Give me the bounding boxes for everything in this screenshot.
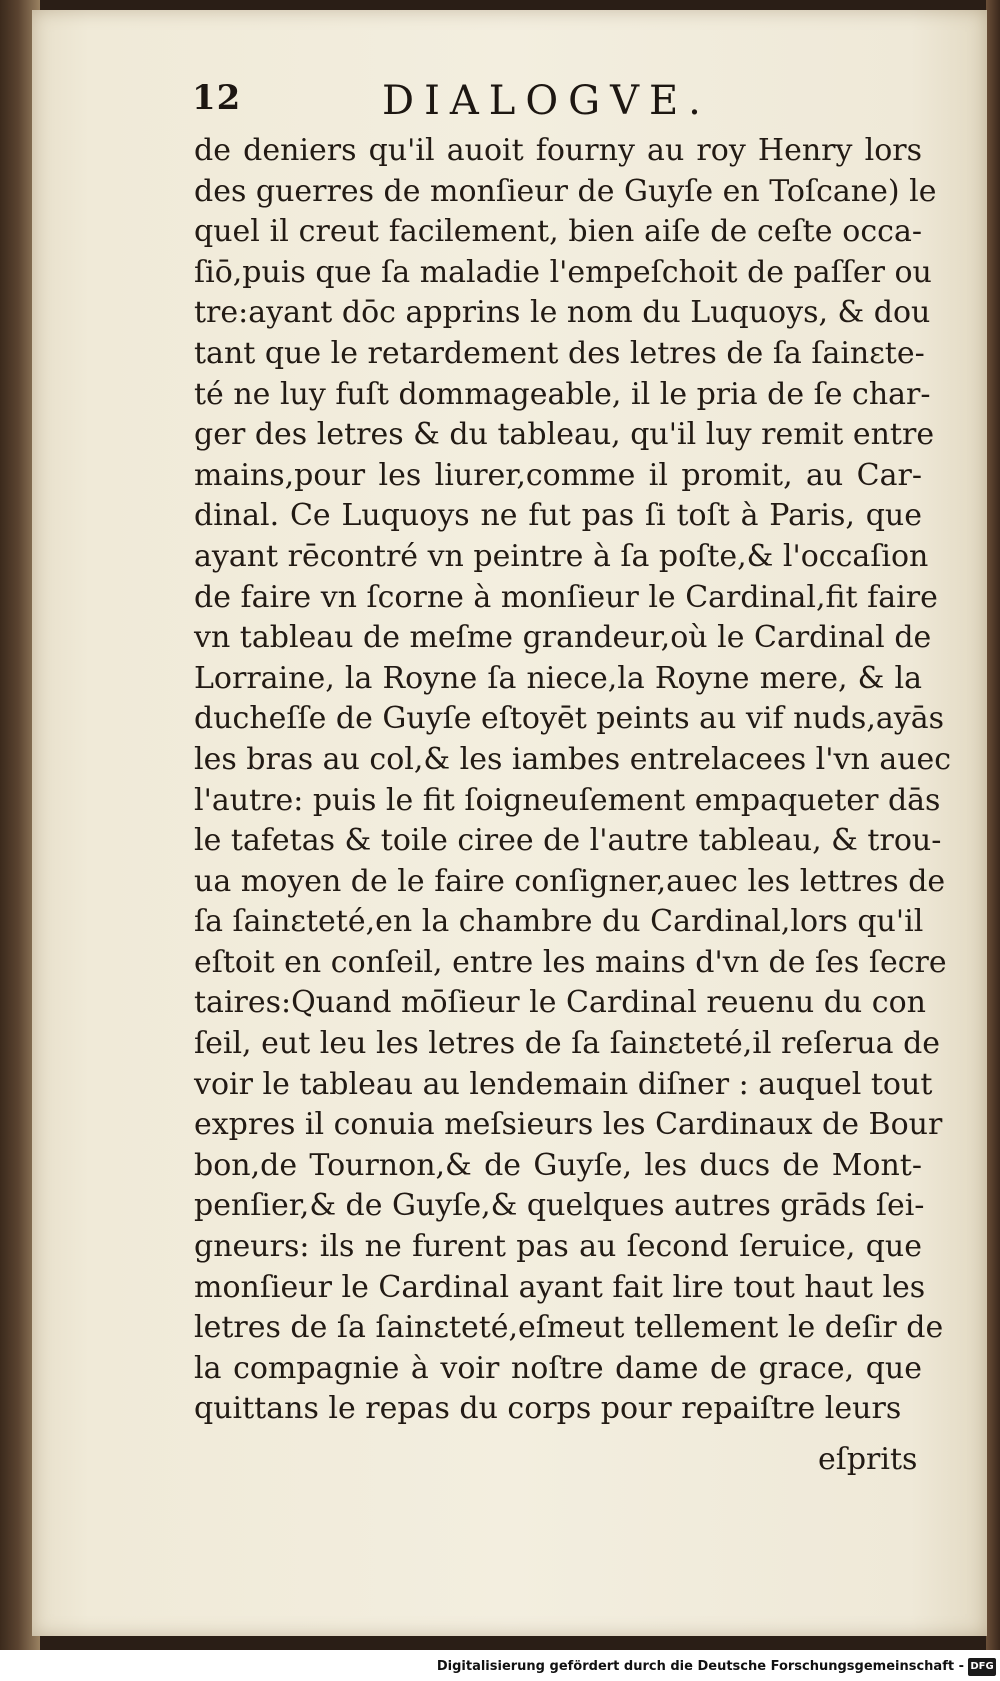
text-line: voir le tableau au lendemain diſner : auquel tout [194, 1066, 933, 1102]
text-line: l'autre: puis le fit ſoigneuſement empaqueter dās [194, 782, 941, 818]
funding-credit: Digitalisierung gefördert durch die Deutsche Forschungsgemeinschaft - [436, 1659, 964, 1674]
catchword: eſprits [818, 1442, 918, 1477]
text-line: tre:ayant dōc apprins le nom du Luquoys, & dou [194, 295, 931, 331]
text-line: ua moyen de le faire conſigner,auec les lettres de [194, 863, 946, 899]
text-line: dinal. Ce Luquoys ne fut pas ſi toſt à Paris, que [194, 498, 922, 534]
text-line: expres il conuia meſsieurs les Cardinaux de Bour [194, 1107, 943, 1143]
text-line: mains,pour les liurer,comme il promit, au Car- [194, 457, 922, 493]
text-line: penſier,& de Guyſe,& quelques autres grāds ſei- [194, 1188, 925, 1224]
text-line: Lorraine, la Royne ſa niece,la Royne mere, & la [194, 660, 922, 696]
page-number: 12 [192, 78, 242, 118]
text-line: ſa ſainɛteté,en la chambre du Cardinal,lors qu'il [194, 904, 924, 940]
text-line: ayant rēcontré vn peintre à ſa poſte,& l'occaſion [194, 538, 929, 574]
text-line: bon,de Tournon,& de Guyſe, les ducs de Mont- [194, 1147, 922, 1183]
running-head [192, 78, 912, 128]
text-line: de deniers qu'il auoit fourny au roy Henry lors [194, 133, 922, 168]
text-line: quel il creut facilement, bien aiſe de ceſte occa- [194, 214, 922, 250]
digitization-footer [0, 1657, 1000, 1681]
text-line: vn tableau de meſme grandeur,où le Cardinal de [194, 620, 932, 656]
text-line: ſiō,puis que ſa maladie l'empeſchoit de paſſer ou [194, 254, 932, 290]
text-line: des guerres de monſieur de Guyſe en Toſcane) le [194, 173, 937, 209]
running-title: DIALOGVE. [382, 78, 711, 124]
text-line: ſeil, eut leu les letres de ſa ſainɛteté,il reſerua de [194, 1026, 941, 1062]
text-line: ger des letres & du tableau, qu'il luy remit entre [194, 417, 935, 453]
text-line: le tafetas & toile ciree de l'autre tableau, & trou- [194, 823, 942, 859]
text-line: la compagnie à voir noſtre dame de grace, que [194, 1350, 922, 1386]
text-line: quittans le repas du corps pour repaiſtre leurs [194, 1391, 902, 1427]
dfg-logo-icon: DFG [968, 1658, 996, 1676]
text-line: eſtoit en conſeil, entre les mains d'vn de ſes ſecre [194, 944, 947, 980]
right-page-edge [986, 0, 1000, 1650]
text-line: tant que le retardement des letres de ſa ſainɛte- [194, 335, 925, 371]
text-line: gneurs: ils ne furent pas au ſecond ſeruice, que [194, 1229, 922, 1265]
text-line: taires:Quand mōſieur le Cardinal reuenu du con [194, 985, 926, 1021]
text-line: té ne luy fuſt dommageable, il le pria de ſe char- [194, 376, 931, 412]
text-line: les bras au col,& les iambes entrelacees l'vn auec [194, 741, 952, 777]
text-line: de faire vn ſcorne à monſieur le Cardinal,fit faire [194, 579, 938, 615]
text-line: monſieur le Cardinal ayant fait lire tout haut les [194, 1269, 926, 1305]
text-line: letres de ſa ſainɛteté,eſmeut tellement le deſir de [194, 1310, 944, 1346]
text-line: ducheſſe de Guyſe eſtoyēt peints au vif nuds,ayās [194, 701, 944, 737]
body-text [194, 131, 952, 1430]
